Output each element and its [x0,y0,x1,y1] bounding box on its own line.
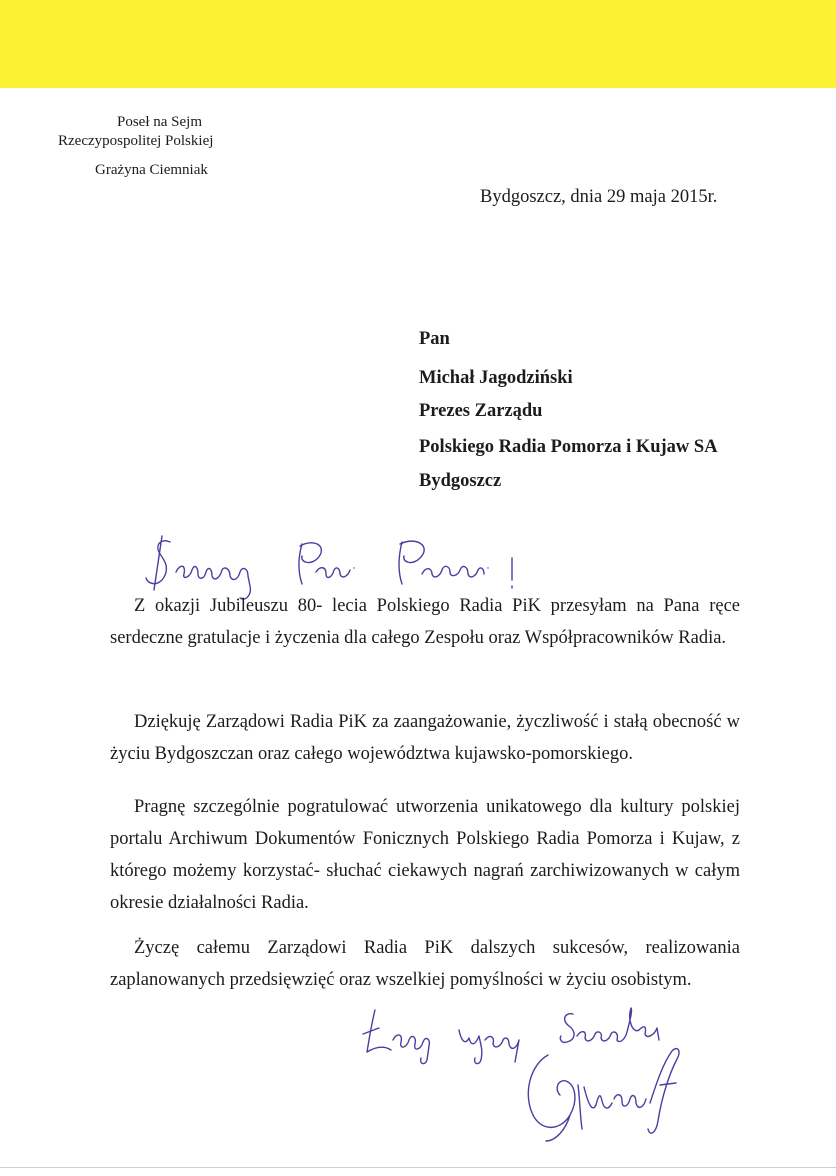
yellow-header-band [0,0,836,88]
recipient-position: Prezes Zarządu [419,401,543,421]
body-paragraph-2: Dziękuję Zarządowi Radia PiK za zaangażowanie, życzliwość i stałą obecność w życiu Bydgoszczan oraz całego województwa kujawsko-pomorskiego. [110,712,740,764]
sender-name: Grażyna Ciemniak [95,162,208,178]
body-paragraph-4: Życzę całemu Zarządowi Radia PiK dalszych sukcesów, realizowania zaplanowanych przedsięwzięć oraz wszelkiej pomyślności w życiu osobistym. [110,938,740,990]
recipient-name: Michał Jagodziński [419,368,573,388]
sender-parliament: Rzeczypospolitej Polskiej [58,133,214,149]
recipient-salutation: Pan [419,329,450,349]
page-bottom-edge [0,1167,836,1168]
signature [500,1025,700,1145]
recipient-organization: Polskiego Radia Pomorza i Kujaw SA [419,437,718,457]
sender-title: Poseł na Sejm [117,114,202,130]
body-paragraph-1: Z okazji Jubileuszu 80- lecia Polskiego Radia PiK przesyłam na Pana ręce serdeczne gratulacje i życzenia dla całego Zespołu oraz Współpracowników Radia. [110,596,740,648]
body-paragraph-3: Pragnę szczególnie pogratulować utworzenia unikatowego dla kultury polskiej portalu Archiwum Dokumentów Fonicznych Polskiego Radia Pomorza i Kujaw, z którego możemy korzystać- słuchać ciekawych nagrań zarchiwizowanych w całym okresie działalności Radia. [110,797,740,913]
recipient-city: Bydgoszcz [419,471,502,491]
letter-date: Bydgoszcz, dnia 29 maja 2015r. [480,187,718,207]
